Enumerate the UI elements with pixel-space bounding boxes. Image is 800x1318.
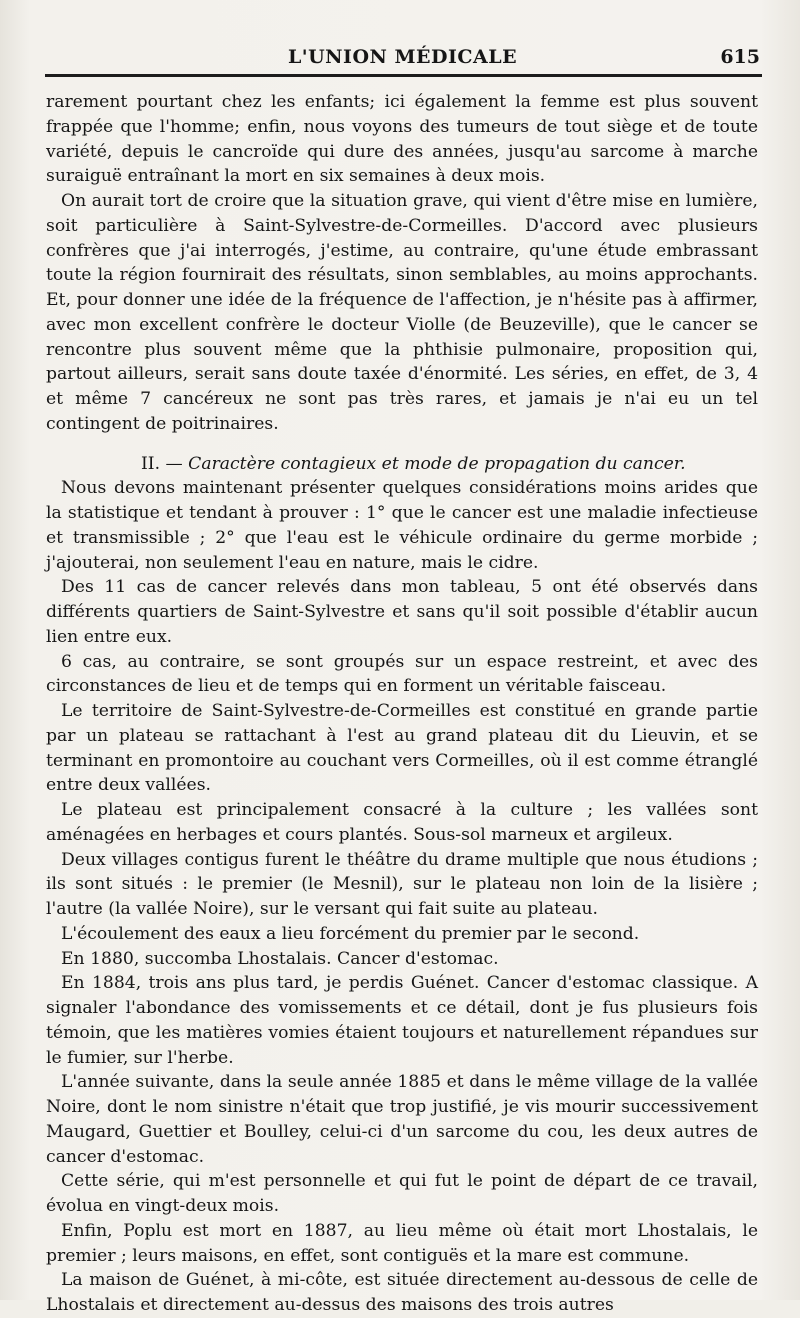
section-heading	[46, 452, 758, 477]
header-rule	[45, 74, 762, 77]
paragraph: L'année suivante, dans la seule année 1885 et dans le même village de la vallée Noire, dont le nom sinistre n'était que trop justifié, je vis mourir successivement Maugard, Guettier et Boulley, celui-ci d'un sarcome du cou, les deux autres de cancer d'estomac.	[46, 1072, 758, 1167]
paragraph: En 1884, trois ans plus tard, je perdis Guénet. Cancer d'estomac classique. A signaler l'abondance des vomissements et ce détail, dont je fus plusieurs fois témoin, que les matières vomies étaient toujours et naturellement répandues sur le fumier, sur l'herbe.	[46, 973, 758, 1068]
paragraph: En 1880, succomba Lhostalais. Cancer d'estomac.	[61, 948, 499, 969]
paragraph: L'écoulement des eaux a lieu forcément du premier par le second.	[61, 923, 640, 944]
paragraph: Deux villages contigus furent le théâtre du drame multiple que nous étudions ; ils sont situés : le premier (le Mesnil), sur le plateau non loin de la lisière ; l'autre (la vallée Noire), sur le versant qui fait suite au plateau.	[46, 849, 758, 919]
paragraph: Le plateau est principalement consacré à la culture ; les vallées sont aménagées en herbages et cours plantés. Sous-sol marneux et argileux.	[46, 800, 758, 845]
journal-title: L'UNION MÉDICALE	[287, 46, 518, 68]
paragraph: Cette série, qui m'est personnelle et qui fut le point de départ de ce travail, évolua en vingt-deux mois.	[46, 1171, 758, 1216]
section-number: II. —	[141, 453, 189, 474]
paragraph: 6 cas, au contraire, se sont groupés sur un espace restreint, et avec des circonstances de lieu et de temps qui en forment un véritable faisceau.	[46, 651, 758, 697]
paragraph: La maison de Guénet, à mi-côte, est située directement au-dessous de celle de Lhostalais et directement au-dessus des maisons des trois autres	[46, 1270, 758, 1315]
page-number: 615	[720, 46, 760, 68]
paragraph: rarement pourtant chez les enfants; ici également la femme est plus souvent frappée que l'homme; enfin, nous voyons des tumeurs de tout siège et de toute variété, depuis le cancroïde qui dure des années, jusqu'au sarcome à marche suraiguë entraînant la mort en six semaines à deux mois.	[46, 92, 758, 187]
paragraph: Enfin, Poplu est mort en 1887, au lieu même où était mort Lhostalais, le premier ; leurs maisons, en effet, sont contiguës et la mare est commune.	[46, 1220, 758, 1266]
paragraph: On aurait tort de croire que la situation grave, qui vient d'être mise en lumière, soit particulière à Saint-Sylvestre-de-Cormeilles. D'accord avec plusieurs confrères que j'ai interrogés, j'estime, au contraire, qu'une étude embrassant toute la région fournirait des résultats, sinon semblables, au moins approchants. Et, pour donner une idée de la fréquence de l'affection, je n'hésite pas à affirmer, avec mon excellent confrère le docteur Violle (de Beuzeville), que le cancer se rencontre plus souvent même que la phthisie pulmonaire, proposition qui, partout ailleurs, serait sans doute taxée d'énormité. Les séries, en effet, de 3, 4 et même 7 cancéreux ne sont pas très rares, et jamais je n'ai eu un tel contingent de poitrinaires.	[46, 191, 758, 434]
paragraph: Nous devons maintenant présenter quelques considérations moins arides que la statistique et tendant à prouver : 1° que le cancer est une maladie infectieuse et transmissible ; 2° que l'eau est le véhicule ordinaire du germe morbide ; j'ajouterai, non seulement l'eau en nature, mais le cidre.	[46, 478, 758, 573]
article-body	[46, 90, 758, 1318]
paragraph: Des 11 cas de cancer relevés dans mon tableau, 5 ont été observés dans différents quartiers de Saint-Sylvestre et sans qu'il soit possible d'établir aucun lien entre eux.	[46, 577, 758, 647]
running-head	[45, 42, 760, 72]
paragraph: Le territoire de Saint-Sylvestre-de-Cormeilles est constitué en grande partie par un plateau se rattachant à l'est au grand plateau dit du Lieuvin, et se terminant en promontoire au couchant vers Cormeilles, où il est comme étranglé entre deux vallées.	[46, 701, 758, 796]
section-title: Caractère contagieux et mode de propagation du cancer.	[188, 453, 686, 474]
